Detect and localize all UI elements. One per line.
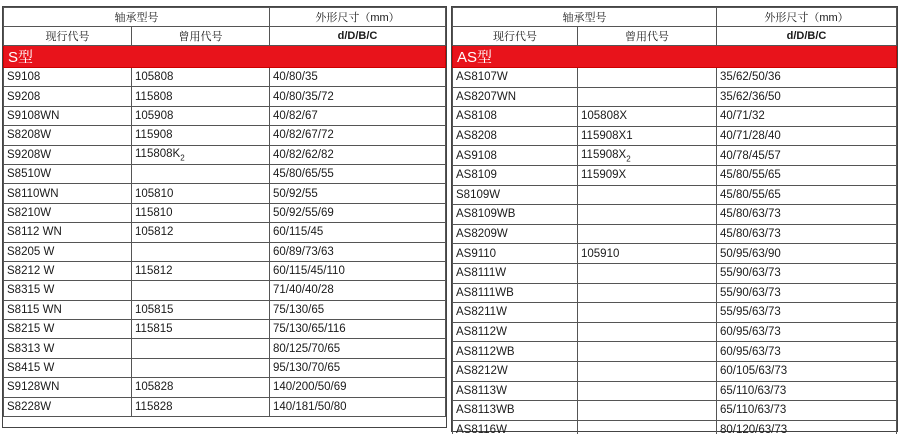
current-code-cell: S9208 [4,87,132,106]
current-code-cell: S8205 W [4,242,132,261]
dimensions-cell: 80/120/63/73 [717,420,897,434]
current-code-cell: S8215 W [4,320,132,339]
former-code-cell [578,303,717,323]
current-code-cell: AS8109 [453,165,578,185]
dimensions-cell: 60/115/45 [270,223,446,242]
current-code-cell: AS8209W [453,224,578,244]
dimensions-cell: 55/95/63/73 [717,303,897,323]
current-code-cell: S8109W [453,185,578,205]
dimensions-cell: 50/92/55 [270,184,446,203]
former-code-cell [578,205,717,225]
current-code-cell: AS8212W [453,361,578,381]
table-row [453,68,897,88]
current-code-cell: AS8116W [453,420,578,434]
current-code-cell: S9208W [4,145,132,164]
spec-header: d/D/B/C [270,27,446,46]
dimensions-cell: 40/80/35 [270,68,446,87]
former-code-cell [578,322,717,342]
dimensions-cell: 60/105/63/73 [717,361,897,381]
former-code-cell: 105815 [132,300,270,319]
former-code-cell: $115808K_2$ [132,145,270,164]
dimensions-cell: 75/130/65 [270,300,446,319]
former-code-header: 曾用代号 [578,27,717,46]
table-row [453,303,897,323]
dimensions-cell: 71/40/40/28 [270,281,446,300]
table-row [4,378,446,397]
table-row [4,145,446,164]
dimensions-cell: 140/200/50/69 [270,378,446,397]
current-code-cell: AS8108 [453,107,578,127]
left-table-panel [2,6,447,428]
former-code-cell [578,401,717,421]
right-table-panel [451,6,898,432]
table-row [453,224,897,244]
table-row [453,420,897,434]
current-code-cell: AS8109WB [453,205,578,225]
current-code-cell: S8208W [4,126,132,145]
current-code-cell: S8110WN [4,184,132,203]
table-row [453,342,897,362]
dimensions-cell: 65/110/63/73 [717,381,897,401]
section-band-s: S型 [4,46,446,68]
former-code-cell [578,283,717,303]
table-row [453,361,897,381]
dimensions-cell: 40/78/45/57 [717,146,897,166]
dimensions-header: 外形尺寸（mm） [270,8,446,27]
section-band-as: AS型 [453,46,897,68]
table-row [4,164,446,183]
dimensions-cell: 40/71/32 [717,107,897,127]
former-code-cell [578,361,717,381]
dimensions-cell: 60/89/73/63 [270,242,446,261]
current-code-cell: S8212 W [4,261,132,280]
dimensions-cell: 45/80/63/73 [717,224,897,244]
dimensions-cell: 75/130/65/116 [270,320,446,339]
former-code-cell: 105910 [578,244,717,264]
dimensions-cell: 45/80/55/65 [717,165,897,185]
former-code-cell [132,358,270,377]
current-code-cell: S8115 WN [4,300,132,319]
table-row [453,126,897,146]
table-row [4,203,446,222]
former-code-cell [132,339,270,358]
table-row [4,358,446,377]
table-row [4,339,446,358]
current-code-cell: AS8111W [453,263,578,283]
former-code-cell [132,164,270,183]
current-code-cell: AS8113WB [453,401,578,421]
current-code-cell: AS8112W [453,322,578,342]
current-code-cell: AS8112WB [453,342,578,362]
former-code-cell: 115908 [132,126,270,145]
table-row [4,320,446,339]
former-code-cell [578,342,717,362]
s-type-table [3,7,446,417]
former-code-cell [578,420,717,434]
dimensions-cell: 45/80/55/65 [717,185,897,205]
former-code-cell: 105808X [578,107,717,127]
dimensions-cell: 50/95/63/90 [717,244,897,264]
dimensions-cell: 40/71/28/40 [717,126,897,146]
table-row [4,281,446,300]
current-code-cell: AS9110 [453,244,578,264]
current-code-cell: AS8111WB [453,283,578,303]
former-code-cell [132,281,270,300]
current-code-cell: S8510W [4,164,132,183]
dimensions-cell: 55/90/63/73 [717,283,897,303]
current-code-cell: AS8107W [453,68,578,88]
model-group-header: 轴承型号 [4,8,270,27]
former-code-cell: 105810 [132,184,270,203]
table-row [453,322,897,342]
current-code-cell: S9108 [4,68,132,87]
dimensions-cell: 40/82/67 [270,106,446,125]
current-code-cell: S8228W [4,397,132,416]
table-row [4,184,446,203]
former-code-cell [578,185,717,205]
table-row [453,381,897,401]
former-code-cell [578,224,717,244]
former-code-cell [132,242,270,261]
current-code-header: 现行代号 [453,27,578,46]
current-code-cell: AS8208 [453,126,578,146]
table-row [4,106,446,125]
current-code-cell: S8210W [4,203,132,222]
table-row [4,242,446,261]
former-code-cell: 115808 [132,87,270,106]
former-code-cell: 105808 [132,68,270,87]
dimensions-cell: 140/181/50/80 [270,397,446,416]
dimensions-cell: 45/80/63/73 [717,205,897,225]
former-code-cell: 115810 [132,203,270,222]
former-code-cell: 115815 [132,320,270,339]
dimensions-cell: 40/82/62/82 [270,145,446,164]
dimensions-cell: 95/130/70/65 [270,358,446,377]
dimensions-cell: 35/62/36/50 [717,87,897,107]
table-row [4,126,446,145]
former-code-cell [578,381,717,401]
current-code-cell: AS9108 [453,146,578,166]
table-row [4,300,446,319]
spec-header: d/D/B/C [717,27,897,46]
dimensions-cell: 60/115/45/110 [270,261,446,280]
current-code-cell: S8415 W [4,358,132,377]
table-row [453,107,897,127]
current-code-cell: S9128WN [4,378,132,397]
table-row [453,87,897,107]
former-code-cell: 115908X1 [578,126,717,146]
former-code-cell: 115909X [578,165,717,185]
former-code-cell: 105828 [132,378,270,397]
current-code-cell: AS8113W [453,381,578,401]
as-type-table [452,7,897,434]
dimensions-cell: 60/95/63/73 [717,322,897,342]
table-row [4,397,446,416]
former-code-cell: 115828 [132,397,270,416]
current-code-cell: S8313 W [4,339,132,358]
table-row [453,185,897,205]
table-row [453,205,897,225]
dimensions-cell: 65/110/63/73 [717,401,897,421]
dimensions-cell: 80/125/70/65 [270,339,446,358]
table-row [453,165,897,185]
former-code-cell: 105908 [132,106,270,125]
table-row [453,401,897,421]
dimensions-cell: 60/95/63/73 [717,342,897,362]
table-row [453,244,897,264]
table-row [4,223,446,242]
table-row [453,146,897,166]
model-group-header: 轴承型号 [453,8,717,27]
dimensions-header: 外形尺寸（mm） [717,8,897,27]
former-code-cell [578,68,717,88]
former-code-cell: $115908X_2$ [578,146,717,166]
former-code-header: 曾用代号 [132,27,270,46]
current-code-header: 现行代号 [4,27,132,46]
dimensions-cell: 35/62/50/36 [717,68,897,88]
former-code-cell: 115812 [132,261,270,280]
current-code-cell: S9108WN [4,106,132,125]
table-row [453,283,897,303]
former-code-cell [578,87,717,107]
dimensions-cell: 40/80/35/72 [270,87,446,106]
current-code-cell: S8112 WN [4,223,132,242]
dimensions-cell: 45/80/65/55 [270,164,446,183]
former-code-cell: 105812 [132,223,270,242]
former-code-cell [578,263,717,283]
current-code-cell: S8315 W [4,281,132,300]
table-row [453,263,897,283]
current-code-cell: AS8207WN [453,87,578,107]
dimensions-cell: 50/92/55/69 [270,203,446,222]
table-row [4,261,446,280]
table-row [4,68,446,87]
dimensions-cell: 55/90/63/73 [717,263,897,283]
dimensions-cell: 40/82/67/72 [270,126,446,145]
table-row [4,87,446,106]
current-code-cell: AS8211W [453,303,578,323]
